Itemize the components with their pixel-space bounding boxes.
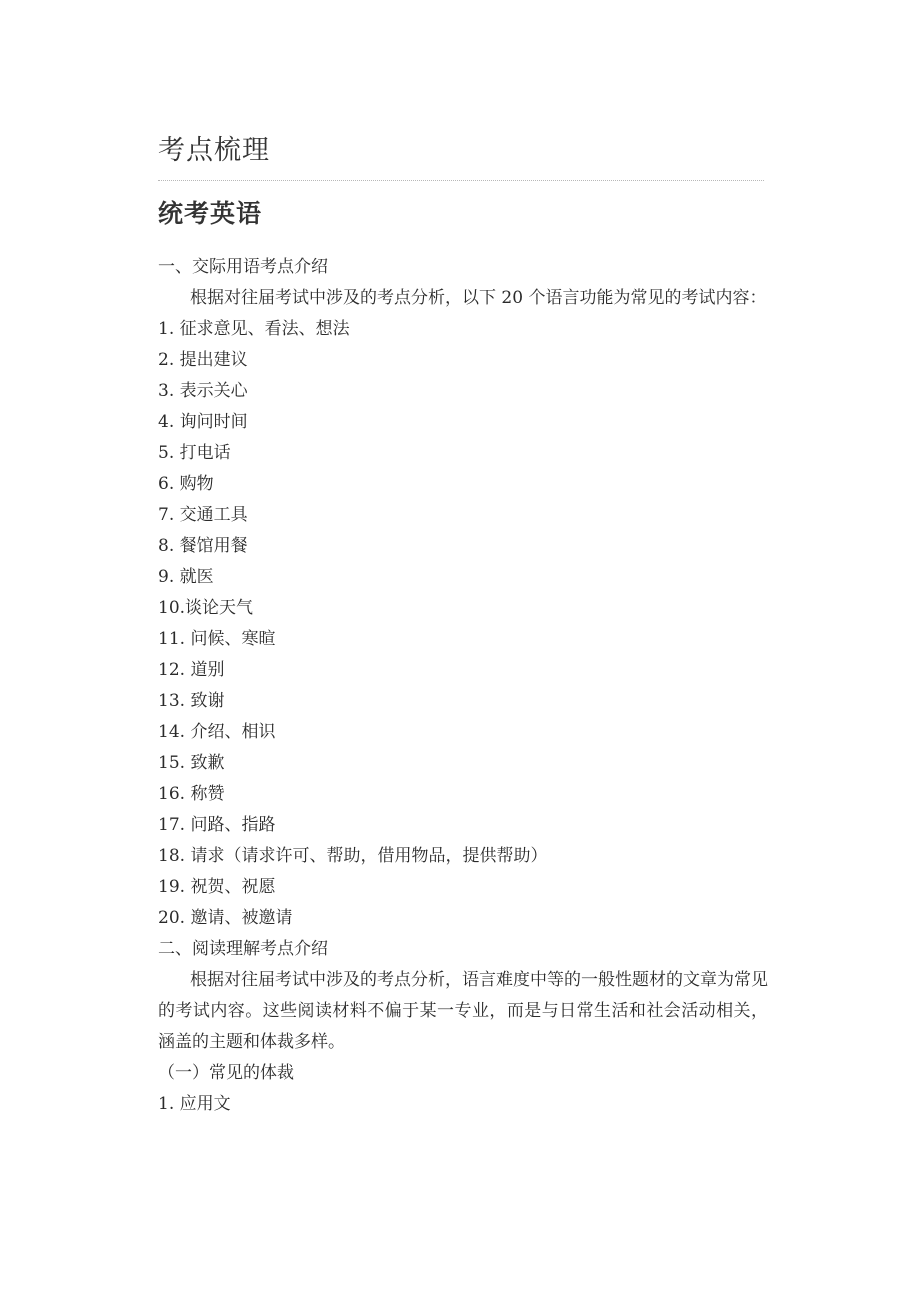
part2-heading: 二、阅读理解考点介绍 [158,939,328,959]
list-item: 12. 道别 [158,660,225,680]
list-item: 3. 表示关心 [158,381,248,401]
title-divider [158,180,764,181]
list-item: 11. 问候、寒暄 [158,629,276,649]
list-item: 14. 介绍、相识 [158,722,276,742]
list-item: 17. 问路、指路 [158,815,276,835]
list-item: 19. 祝贺、祝愿 [158,877,276,897]
list-item: 10.谈论天气 [158,598,254,618]
list-item: 5. 打电话 [158,443,231,463]
document-title: 考点梳理 [158,135,270,166]
part1-heading: 一、交际用语考点介绍 [158,257,328,277]
list-item: 7. 交通工具 [158,505,248,525]
part2-intro-paragraph: 根据对往届考试中涉及的考点分析，语言难度中等的一般性题材的文章为常见的考试内容。这些阅读材料不偏于某一专业，而是与日常生活和社会活动相关，涵盖的主题和体裁多样。 [158,970,768,1052]
list-item: 16. 称赞 [158,784,225,804]
list-item: 9. 就医 [158,567,214,587]
list-item: 6. 购物 [158,474,214,494]
list-item: 4. 询问时间 [158,412,248,432]
document-body [158,252,768,1120]
section-title: 统考英语 [158,199,263,228]
list-item: 8. 餐馆用餐 [158,536,248,556]
list-item: 20. 邀请、被邀请 [158,908,293,928]
part2-sub-heading: （一）常见的体裁 [158,1063,294,1083]
list-item: 1. 征求意见、看法、想法 [158,319,350,339]
list-item: 2. 提出建议 [158,350,248,370]
part1-intro-paragraph: 根据对往届考试中涉及的考点分析，以下 20 个语言功能为常见的考试内容： [190,288,767,308]
list-item: 15. 致歉 [158,753,225,773]
list-item: 18. 请求（请求许可、帮助，借用物品，提供帮助） [158,846,548,866]
list-item: 13. 致谢 [158,691,225,711]
list-item: 1. 应用文 [158,1094,231,1114]
